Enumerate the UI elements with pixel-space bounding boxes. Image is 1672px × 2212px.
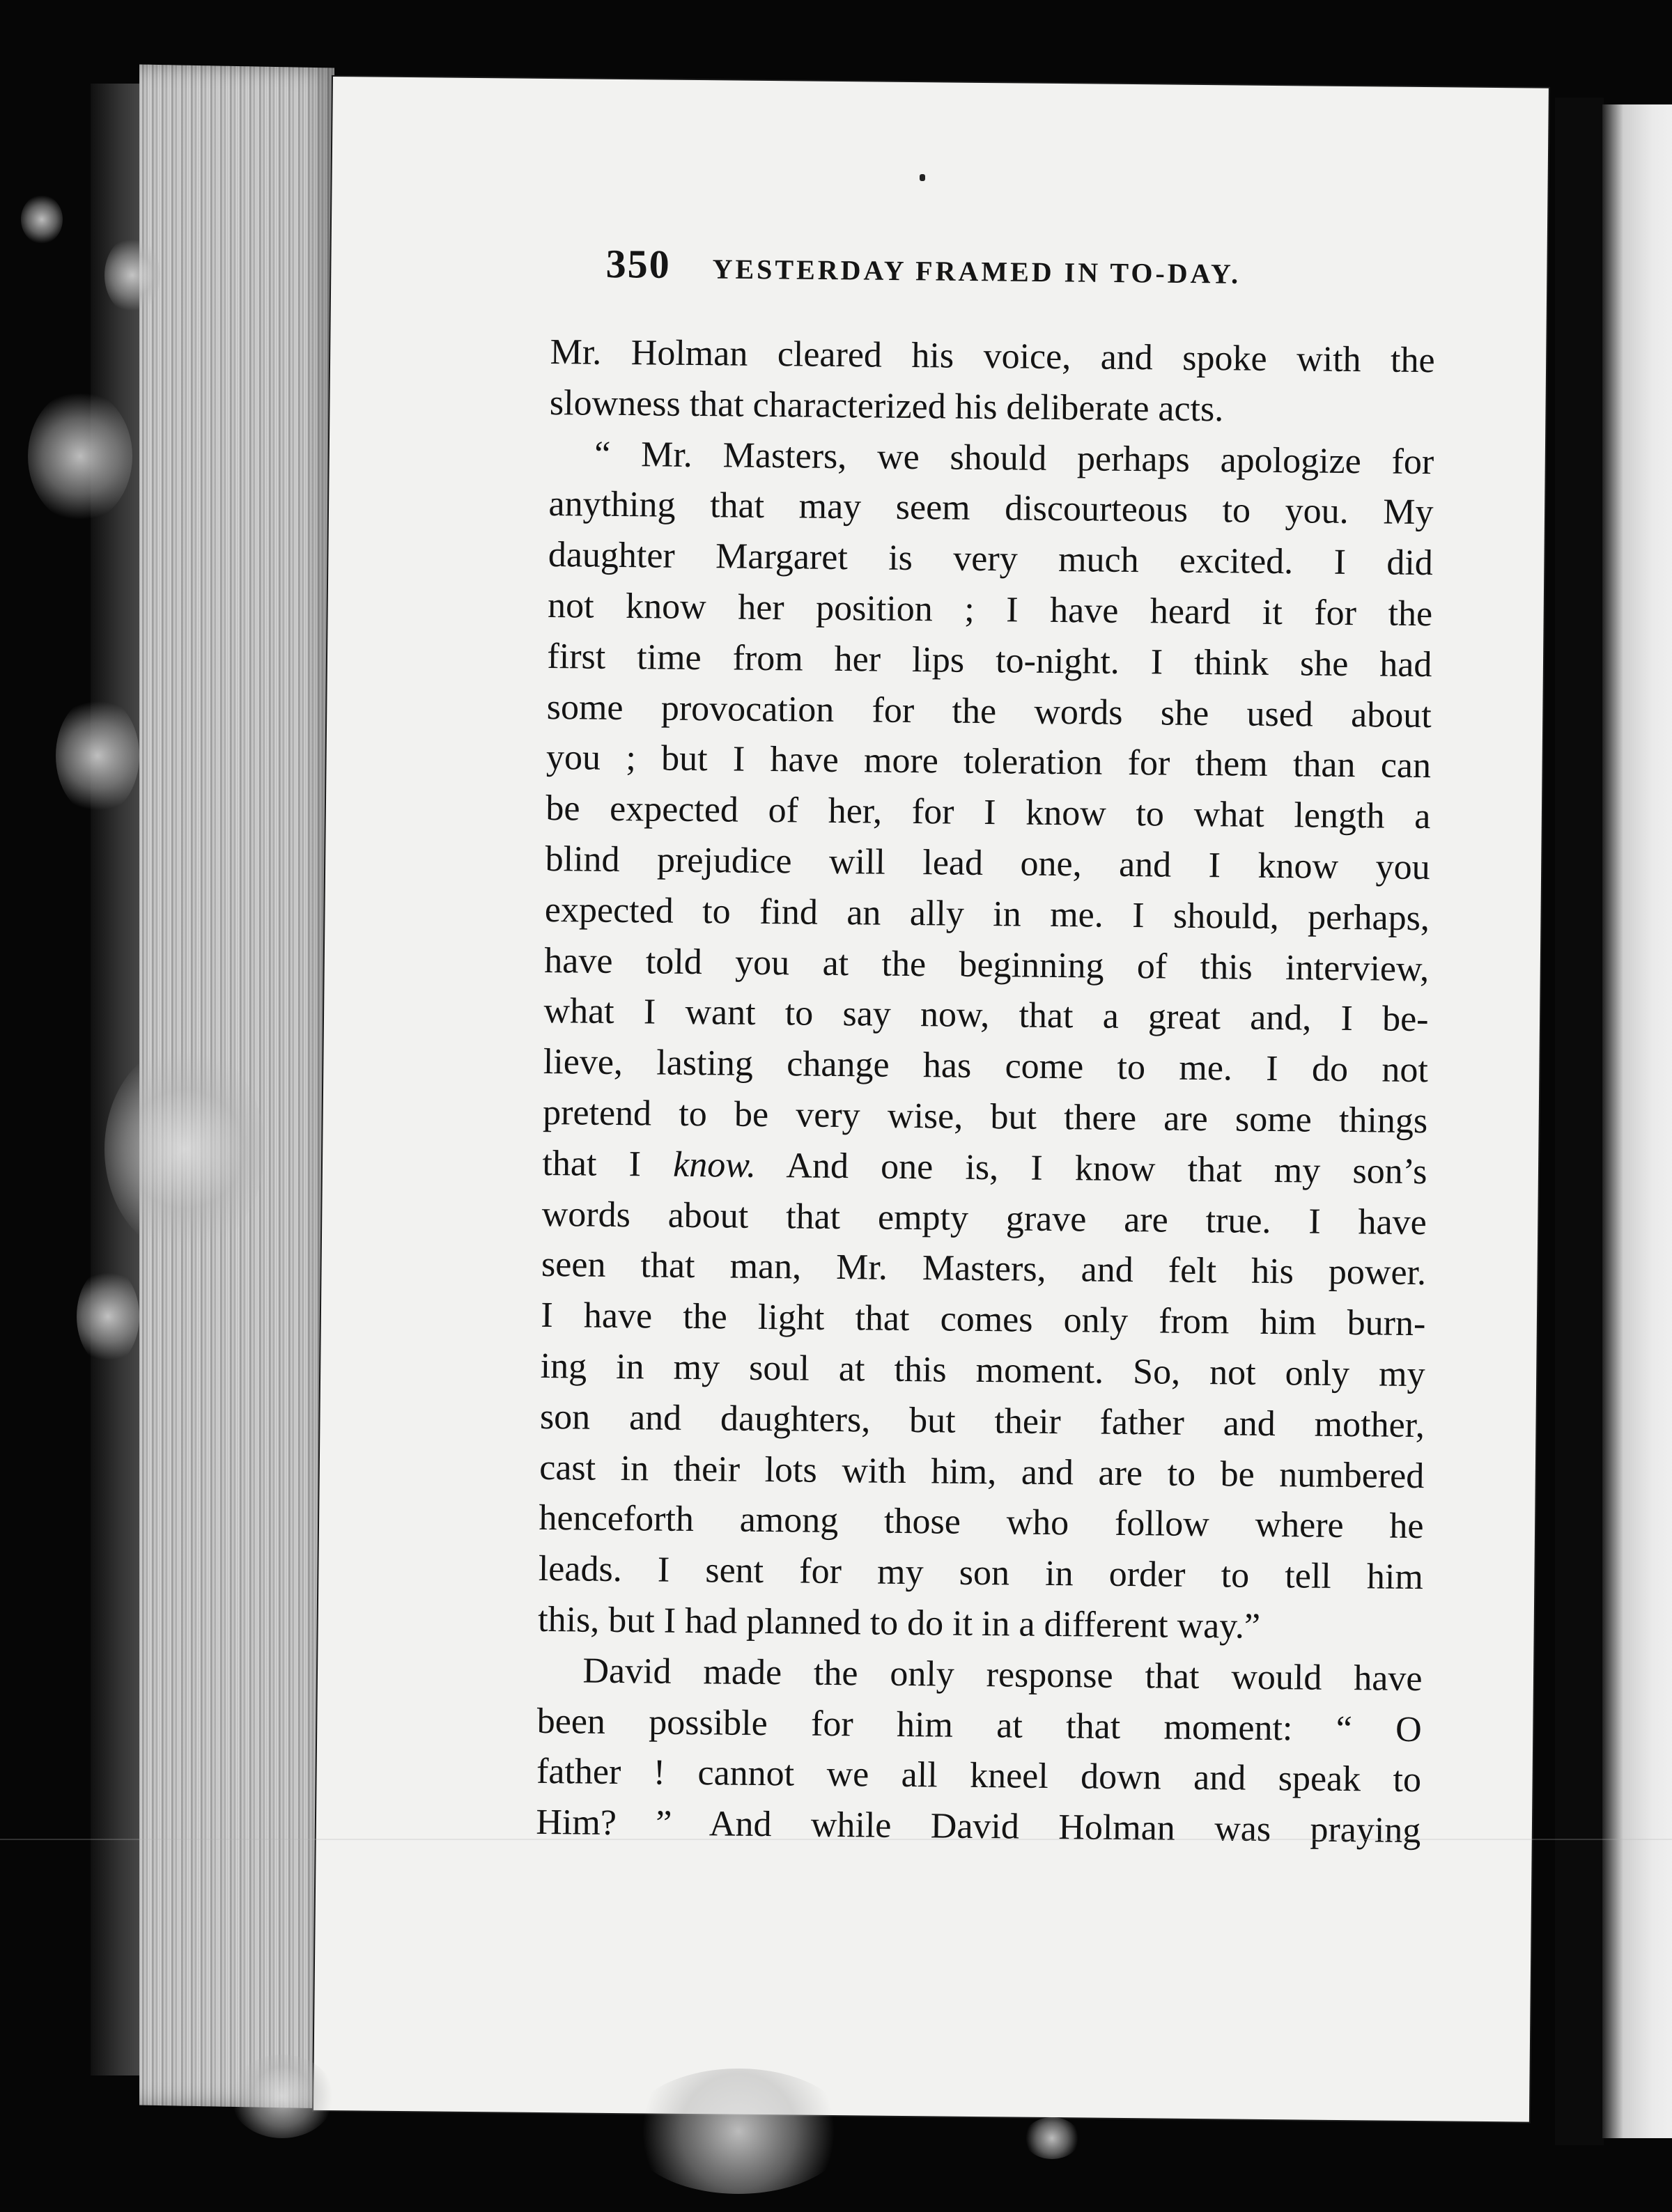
text-line: I have the light that comes only from him burn- xyxy=(541,1295,1426,1344)
scan-blemish xyxy=(230,2055,334,2138)
running-title: YESTERDAY FRAMED IN TO-DAY. xyxy=(712,253,1241,290)
body-text xyxy=(536,327,1435,1857)
text-line: this, but I had planned to do it in a different way.” xyxy=(537,1599,1261,1646)
page-number: 350 xyxy=(605,240,671,287)
scan-blemish xyxy=(104,237,160,313)
text-line: leads. I sent for my son in order to tell him xyxy=(538,1549,1424,1598)
text-line: have told you at the beginning of this interview, xyxy=(544,940,1430,989)
adjacent-page-edge xyxy=(1602,104,1672,2138)
text-line: Mr. Holman cleared his voice, and spoke with the xyxy=(550,332,1435,381)
scan-blemish xyxy=(56,696,139,815)
text-line: son and daughters, but their father and mother, xyxy=(539,1396,1425,1445)
text-line: be expected of her, for I know to what length a xyxy=(545,788,1431,837)
text-line: slowness that characterized his deliberate acts. xyxy=(549,382,1224,430)
scan-line-artifact xyxy=(0,1839,1672,1840)
text-line: cast in their lots with him, and are to be numbered xyxy=(539,1447,1425,1496)
text-line: David made the only response that would have xyxy=(582,1651,1423,1699)
scan-blemish xyxy=(28,390,132,522)
text-line: pretend to be very wise, but there are some things xyxy=(542,1092,1428,1142)
text-line: lieve, lasting change has come to me. I do not xyxy=(543,1042,1429,1091)
scan-blemish xyxy=(21,195,63,244)
text-line: what I want to say now, that a great and, I be- xyxy=(543,991,1429,1040)
text-line: seen that man, Mr. Masters, and felt his power. xyxy=(541,1245,1427,1293)
text-line: henceforth among those who follow where he xyxy=(539,1498,1424,1547)
text-line: that I know. And one is, I know that my son’s xyxy=(542,1143,1427,1192)
text-line: expected to find an ally in me. I should, perhaps, xyxy=(544,889,1430,938)
text-line: some provocation for the words she used about xyxy=(546,687,1432,735)
scan-blemish xyxy=(627,2069,850,2194)
text-line: ing in my soul at this moment. So, not only my xyxy=(540,1346,1425,1395)
text-line: you ; but I have more toleration for them than can xyxy=(545,738,1432,786)
text-line: words about that empty grave are true. I have xyxy=(541,1194,1427,1243)
emphasis-text: know. xyxy=(672,1144,757,1185)
text-line: “ Mr. Masters, we should perhaps apologize for xyxy=(594,434,1434,482)
text-line: anything that may seem discourteous to you. My xyxy=(548,484,1434,533)
text-line: daughter Margaret is very much excited. I did xyxy=(548,535,1434,584)
scan-blemish xyxy=(104,1045,265,1254)
running-head xyxy=(605,240,1317,294)
ink-dot xyxy=(920,174,925,181)
text-line: been possible for him at that moment: “ O xyxy=(536,1701,1423,1750)
scan-blemish xyxy=(1024,2117,1080,2159)
book-gutter xyxy=(1555,98,1604,2145)
text-line: blind prejudice will lead one, and I know you xyxy=(545,839,1430,888)
text-line: not know her position ; I have heard it for the xyxy=(547,585,1433,634)
text-line: father ! cannot we all kneel down and speak to xyxy=(536,1752,1422,1800)
text-line: Him? ” And while David Holman was praying xyxy=(536,1802,1421,1851)
text-line: first time from her lips to-night. I think she had xyxy=(547,636,1432,685)
scan-blemish xyxy=(77,1268,139,1365)
